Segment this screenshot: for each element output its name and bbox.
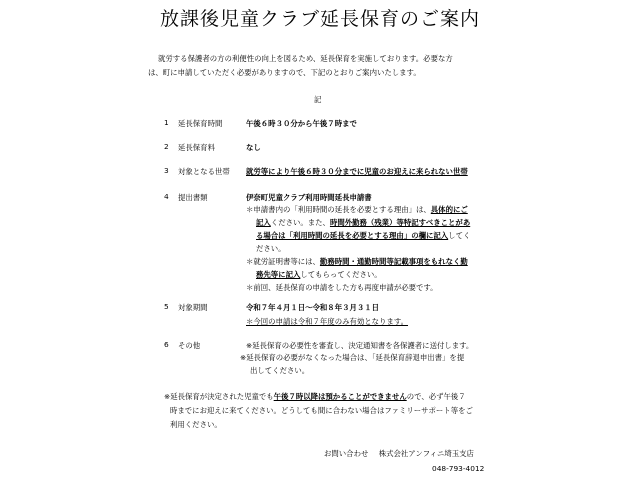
intro-paragraph bbox=[148, 52, 508, 80]
item-4-b1f: る場合は「利用時間の延長を必要とする理由」の欄に記入 bbox=[256, 231, 449, 240]
item-4-b3: ＊前回、延長保育の申請をした方も再度申請が必要です。 bbox=[246, 283, 438, 292]
contact-info bbox=[324, 448, 474, 459]
item-4-b2b: 勤務時間・通勤時間等記載事項をもれなく勤 bbox=[319, 257, 468, 266]
item-1-label: 延長保育時間 bbox=[178, 119, 223, 128]
item-5-value: 令和７年４月１日～令和８年３月３１日 bbox=[246, 303, 380, 312]
item-5-note: ＊今回の申請は令和７年度のみ有効となります。 bbox=[246, 317, 409, 326]
contact-label: お問い合わせ bbox=[324, 449, 369, 458]
item-2-value: なし bbox=[246, 143, 261, 152]
item-4-b2d: してもらってください。 bbox=[300, 270, 382, 279]
item-2-label: 延長保育料 bbox=[178, 143, 215, 152]
item-4-b1h: ださい。 bbox=[256, 244, 286, 253]
item-6-details bbox=[240, 351, 464, 377]
item-4-details bbox=[246, 203, 470, 294]
item-4-b2a: ＊就労証明書等には、 bbox=[246, 257, 320, 266]
item-6-line-1: ※延長保育の必要性を審査し、決定通知書を各保護者に送付します。 bbox=[246, 341, 474, 350]
item-3-label: 対象となる世帯 bbox=[178, 167, 230, 176]
item-6-number: 6 bbox=[164, 340, 169, 349]
item-4-number: 4 bbox=[164, 192, 169, 201]
intro-line-2: は、町に申請していただく必要がありますので、下記のとおりご案内いたします。 bbox=[148, 68, 421, 77]
item-4-heading: 伊奈町児童クラブ利用時間延長申請書 bbox=[246, 193, 372, 202]
note-a: ※延長保育が決定された児童でも bbox=[164, 392, 274, 401]
item-4-b1d: ください。また、 bbox=[270, 218, 330, 227]
item-4-b1b: 具体的にご bbox=[430, 205, 468, 214]
item-5-number: 5 bbox=[164, 302, 169, 311]
item-3-number: 3 bbox=[164, 166, 169, 175]
item-4-b1g: してく bbox=[448, 231, 471, 240]
ki-heading: 記 bbox=[314, 95, 322, 104]
bottom-note bbox=[164, 390, 494, 432]
item-1-number: 1 bbox=[164, 118, 169, 127]
note-c: ので、必ず午後７ bbox=[406, 392, 466, 401]
item-5-note-row bbox=[246, 315, 408, 328]
intro-line-1: 就労する保護者の方の利便性の向上を図るため、延長保育を実施しております。必要な方 bbox=[158, 54, 453, 63]
item-4-b2c: 務先等に記入 bbox=[256, 270, 301, 279]
item-5-label: 対象期間 bbox=[178, 303, 208, 312]
item-4-b1a: ＊申請書内の「利用時間の延長を必要とする理由」は、 bbox=[246, 205, 431, 214]
note-e: 利用ください。 bbox=[170, 420, 222, 429]
note-d: 時までにお迎えに来てください。どうしても間に合わない場合はファミリーサポート等をご bbox=[170, 406, 473, 415]
item-4-b1e: 時間外勤務（残業）等特記すべきことがあ bbox=[329, 218, 471, 227]
item-4-b1c: 記入 bbox=[256, 218, 271, 227]
item-1-value: 午後６時３０分から午後７時まで bbox=[246, 119, 357, 128]
item-6-line-3: 出してください。 bbox=[250, 366, 310, 375]
page-title: 放課後児童クラブ延長保育のご案内 bbox=[159, 8, 480, 30]
contact-company: 株式会社アンフィニ埼玉支店 bbox=[378, 449, 474, 458]
note-b: 午後７時以降は預かることができません bbox=[273, 392, 407, 401]
contact-phone: 048-793-4012 bbox=[432, 464, 485, 473]
item-6-label: その他 bbox=[178, 341, 201, 350]
item-4-label: 提出書類 bbox=[178, 193, 208, 202]
item-2-number: 2 bbox=[164, 142, 169, 151]
item-6-line-2: ※延長保育の必要がなくなった場合は、「延長保育辞退申出書」を提 bbox=[240, 353, 465, 362]
item-3-value: 就労等により午後６時３０分までに児童のお迎えに来られない世帯 bbox=[246, 167, 468, 176]
